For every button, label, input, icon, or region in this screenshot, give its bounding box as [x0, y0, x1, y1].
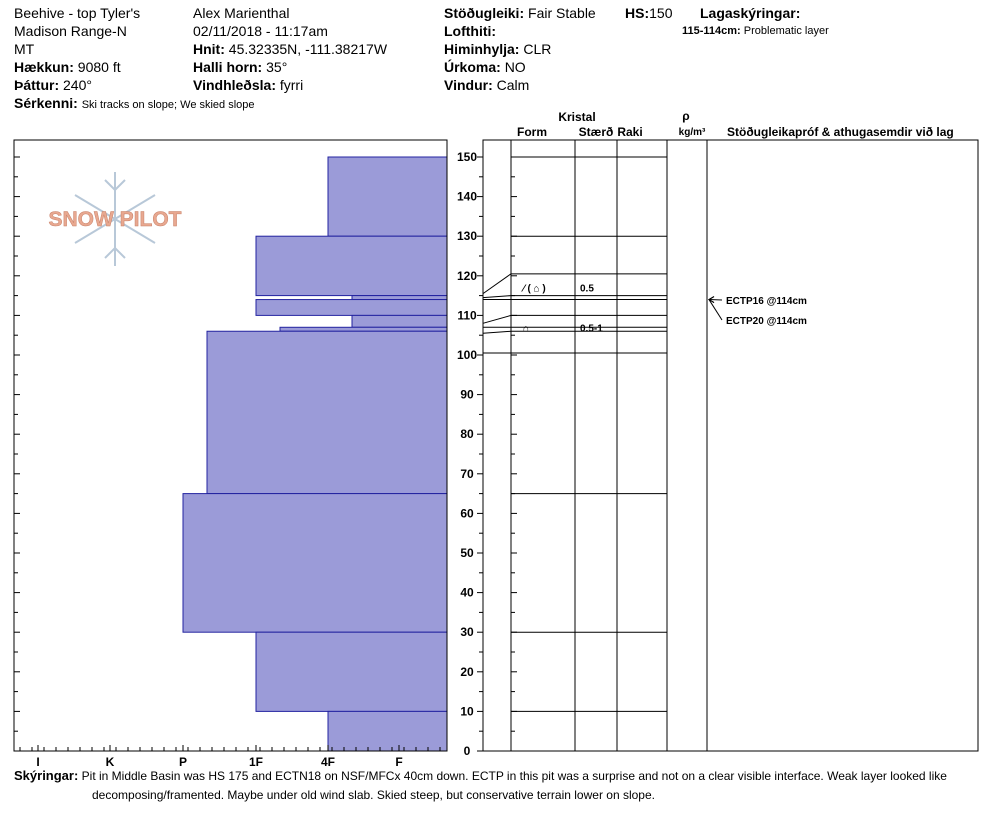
col-crystal: Kristal [558, 110, 596, 124]
hardness-label: P [178, 755, 188, 769]
depth-label: 100 [456, 348, 478, 362]
layer-notes-title: Lagaskýringar: [700, 5, 801, 21]
hardness-bar-6 [207, 331, 447, 493]
hardness-bar-1 [256, 236, 447, 295]
depth-label: 20 [460, 664, 474, 679]
depth-label: 60 [460, 506, 474, 521]
precip-value: NO [504, 59, 526, 75]
depth-label: 90 [460, 387, 474, 402]
wind-loading-value: fyrri [279, 77, 304, 93]
wind-value: Calm [496, 77, 530, 93]
precip-label: Úrkoma: [444, 59, 501, 75]
layer-connector [483, 315, 511, 323]
col-density-unit: kg/m³ [678, 127, 706, 138]
col-tests: Stöðugleikapróf & athugasemdir við lag [727, 125, 954, 139]
sky-label: Himinhylja: [444, 41, 520, 57]
hardness-label: 4F [320, 755, 336, 769]
depth-label: 150 [456, 150, 478, 164]
hardness-bar-5 [280, 327, 447, 331]
hardness-label: F [395, 755, 403, 769]
notes-text-1: Pit in Middle Basin was HS 175 and ECTN18 on NSF/MFCx 40cm down. ECTP in this pit was a surprise and not on a clear visible interface. Weak layer looked like [81, 769, 947, 783]
hs-label: HS: [625, 5, 650, 21]
col-form: Form [517, 125, 547, 139]
slope-value: 35° [266, 59, 288, 75]
state: MT [14, 41, 35, 57]
depth-label: 0 [463, 744, 471, 758]
depth-label: 110 [457, 308, 477, 323]
wind-loading-label: Vindhleðsla: [193, 77, 276, 93]
crystal-rows [521, 284, 603, 335]
crystal-size: 0.5-1 [580, 323, 603, 335]
air-temp-label: Lofthiti: [444, 23, 497, 39]
range: Madison Range-N [14, 23, 127, 39]
hardness-bar-4 [352, 315, 447, 327]
depth-label: 10 [460, 704, 474, 719]
crystal-form: ⁄ ( ⌂ ) [523, 283, 546, 295]
coords-label: Hnit: [193, 41, 225, 57]
hardness-bar-8 [256, 632, 447, 711]
col-moisture: Raki [617, 125, 643, 139]
stability-tests [709, 296, 807, 327]
hardness-bar-0 [328, 157, 447, 236]
hardness-bar-9 [328, 711, 447, 751]
sky-value: CLR [523, 41, 552, 57]
depth-label: 70 [460, 466, 474, 481]
features-value: Ski tracks on slope; We skied slope [81, 99, 255, 111]
aspect-label: Þáttur: [14, 77, 60, 93]
snowpilot-logo [49, 172, 182, 266]
depth-label: 140 [456, 189, 478, 204]
depth-label: 130 [456, 229, 478, 244]
hardness-label: 1F [248, 755, 264, 769]
aspect-value: 240° [63, 77, 92, 93]
wind-label: Vindur: [444, 77, 493, 93]
hardness-label: I [36, 755, 40, 769]
layer-connector [483, 296, 511, 298]
layer-table-grid [511, 140, 707, 751]
notes [14, 766, 984, 805]
depth-label: 50 [460, 546, 474, 560]
col-rho: ρ [682, 109, 690, 123]
depth-label: 120 [456, 268, 478, 283]
elevation-value: 9080 ft [77, 59, 121, 75]
crystal-form: ⌂ [523, 323, 530, 335]
hardness-bar-3 [256, 300, 447, 316]
col-size: Stærð [578, 125, 614, 139]
coords-value: 45.32335N, -111.38217W [228, 41, 388, 57]
layer-connector [483, 331, 511, 333]
depth-label: 30 [460, 625, 474, 640]
hardness-bar-7 [183, 494, 447, 633]
stability-value: Fair Stable [528, 5, 596, 21]
depth-label: 40 [460, 585, 474, 600]
elevation-label: Hækkun: [14, 59, 74, 75]
layer-note-text: Problematic layer [743, 25, 829, 37]
datetime: 02/11/2018 - 11:17am [193, 23, 328, 39]
notes-label: Skýringar: [14, 768, 79, 783]
depth-label: 80 [460, 427, 474, 442]
features-label: Sérkenni: [14, 95, 78, 111]
test-pointer [709, 300, 722, 320]
crystal-size: 0.5 [580, 283, 594, 295]
stability-label: Stöðugleiki: [444, 5, 525, 21]
stability-test-label: ECTP16 @114cm [726, 296, 807, 307]
hardness-bar-2 [352, 296, 447, 300]
location: Beehive - top Tyler's [14, 5, 141, 21]
logo-text: SNOW PILOT [48, 208, 182, 231]
hs-value: 150 [649, 5, 673, 21]
depth-axis [457, 150, 517, 758]
stability-test-label: ECTP20 @114cm [726, 316, 807, 327]
slope-label: Halli horn: [193, 59, 263, 75]
layer-table-frame [483, 140, 978, 751]
hardness-label: K [105, 755, 115, 769]
layer-note-depth: 115-114cm: [682, 25, 741, 37]
hardness-profile [183, 157, 447, 751]
left-depth-ticks [14, 157, 20, 751]
layer-connector [483, 274, 511, 294]
observer: Alex Marienthal [193, 5, 290, 21]
notes-text-2: decomposing/framented. Maybe under old wind slab. Skied steep, but conservative terrain lower on slope. [92, 788, 655, 802]
